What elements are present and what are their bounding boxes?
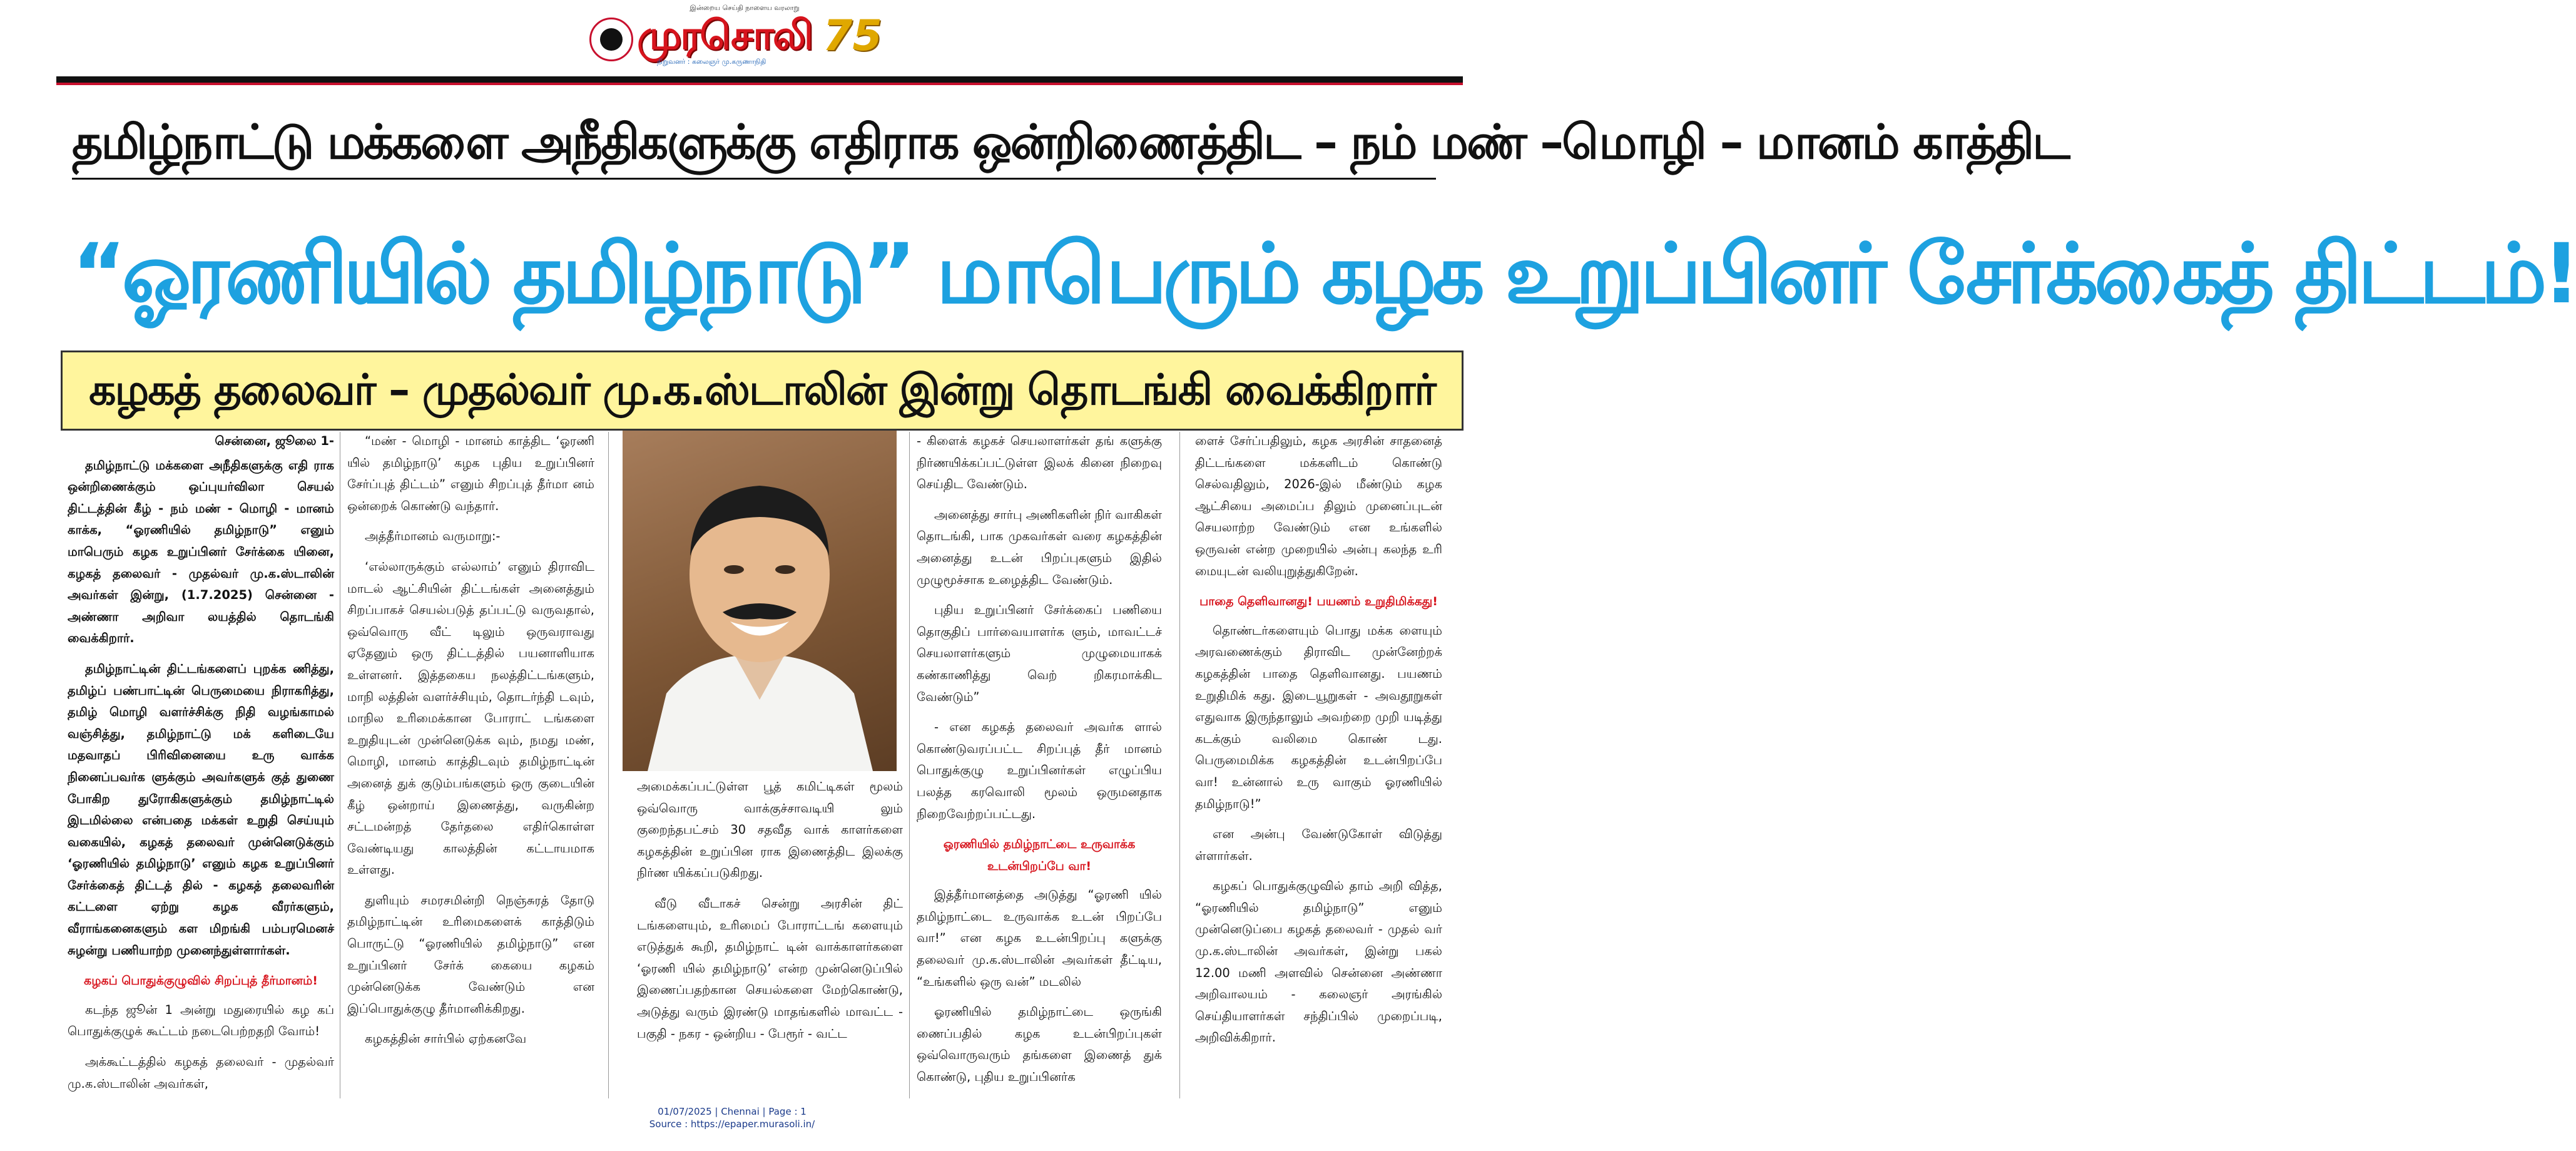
paragraph: கடந்த ஜூன் 1 அன்று மதுரையில் கழ கப் பொதுக்குழுக் கூட்டம் நடைபெற்றதறி வோம்!	[68, 1002, 334, 1039]
section-subheading: பாதை தெளிவானது! பயணம் உறுதிமிக்கது!	[1199, 595, 1438, 609]
masthead	[582, 4, 882, 66]
article-column-4	[917, 431, 1162, 1097]
portrait-illustration	[623, 431, 897, 771]
masthead-tagline: இன்றைய செய்தி நாளைய வரலாறு	[690, 4, 800, 12]
party-emblem-icon	[589, 18, 633, 61]
article-column-2	[347, 431, 594, 1059]
subhead: கழகத் தலைவர் – முதல்வர் மு.க.ஸ்டாலின் இன்று தொடங்கி வைக்கிறார்	[89, 366, 1435, 415]
paragraph: அத்தீர்மானம் வருமாறு:-	[365, 529, 501, 544]
article-column-3	[637, 776, 903, 1053]
article-column-1	[68, 431, 334, 1103]
edition-info: 01/07/2025 | Chennai | Page : 1	[658, 1106, 807, 1117]
paragraph: - கிளைக் கழகச் செயலாளர்கள் தங் களுக்கு நிர்ணயிக்கப்பட்டுள்ள இலக் கினை நிறைவு செய்திட வேண்டும்.	[917, 434, 1162, 492]
article-column-5	[1195, 431, 1442, 1058]
source-link[interactable]: Source : https://epaper.murasoli.in/	[649, 1118, 815, 1130]
newspaper-name: முரசொலி	[637, 13, 812, 59]
paragraph: “மண் - மொழி - மானம் காத்திட ‘ஓரணி யில் தமிழ்நாடு’ கழக புதிய உறுப்பினர் சேர்ப்புத் திட்டம்” எனும் சிறப்புத் தீர்மா னம் ஒன்றைக் கொண்டு வந்தார்.	[347, 434, 594, 513]
paragraph: வீடு வீடாகச் சென்று அரசின் திட் டங்களையும், உரிமைப் போராட்டங் களையும் எடுத்துக் கூறி, தமிழ்நாட் டின் வாக்காளர்களை ‘ஓரணி யில் தமிழ்நாடு’ என்ற முன்னெடுப்பில் இணைப்பதற்கான செயல்களை மேற்கொண்டு, அடுத்து வரும் இரண்டு மாதங்களில் மாவட்ட - பகுதி - நகர - ஒன்றிய - பேரூர் - வட்ட	[637, 896, 903, 1041]
column-divider	[608, 432, 609, 1098]
paragraph: - என கழகத் தலைவர் அவர்க ளால் கொண்டுவரப்பட்ட சிறப்புத் தீர் மானம் பொதுக்குழு உறுப்பினர்கள் எழுப்பிய பலத்த கரவொலி மூலம் ஒருமனதாக நிறைவேற்றப்பட்டது.	[917, 720, 1162, 821]
anniversary-badge: 75	[823, 11, 882, 61]
paragraph: அனைத்து சார்பு அணிகளின் நிர் வாகிகள் தொடங்கி, பாக முகவர்கள் வரை கழகத்தின் அனைத்து உடன் பிறப்புகளும் இதில் முழுமூச்சாக உழைத்திட வேண்டும்.	[917, 507, 1162, 587]
column-divider	[1179, 432, 1180, 1098]
paragraph: அக்கூட்டத்தில் கழகத் தலைவர் - முதல்வர் மு.க.ஸ்டாலின் அவர்கள்,	[68, 1055, 334, 1091]
paragraph: தமிழ்நாட்டு மக்களை அநீதிகளுக்கு எதி ராக ஒன்றிணைக்கும் ஒப்புயர்விலா செயல் திட்டத்தின் கீழ் - நம் மண் - மொழி - மானம் காக்க, “ஓரணியில் தமிழ்நாடு” எனும் மாபெரும் கழக உறுப்பினர் சேர்க்கை யினை, கழகத் தலைவர் - முதல்வர் மு.க.ஸ்டாலின் அவர்கள் இன்று, (1.7.2025) சென்னை - அண்ணா அறிவா லயத்தில் தொடங்கி வைக்கிறார்.	[68, 458, 334, 646]
kicker-underline	[72, 178, 1436, 180]
paragraph: இத்தீர்மானத்தை அடுத்து “ஓரணி யில் தமிழ்நாட்டை உருவாக்க உடன் பிறப்பே வா!” என கழக உடன்பிறப்பு களுக்கு தலைவர் மு.க.ஸ்டாலின் அவர்கள் தீட்டிய, “உங்களில் ஒரு வன்” மடலில்	[917, 888, 1162, 989]
paragraph: துளியும் சமரசமின்றி நெஞ்சுரத் தோடு தமிழ்நாட்டின் உரிமைகளைக் காத்திடும் பொருட்டு “ஓரணியில் தமிழ்நாடு” என உறுப்பினர் சேர்க் கையை கழகம் முன்னெடுக்க வேண்டும் என இப்பொதுக்குழு தீர்மானிக்கிறது.	[347, 893, 594, 1016]
masthead-subtitle: நிறுவனர் : கலைஞர் மு.கருணாநிதி	[657, 58, 766, 66]
paragraph: என அன்பு வேண்டுகோள் விடுத்து ள்ளார்கள்.	[1195, 827, 1442, 863]
kicker-headline: தமிழ்நாட்டு மக்களை அநீதிகளுக்கு எதிராக ஒன்றிணைத்திட – நம் மண் –மொழி – மானம் காத்திட	[72, 114, 2069, 170]
paragraph: அமைக்கப்பட்டுள்ள பூத் கமிட்டிகள் மூலம் ஒவ்வொரு வாக்குச்சாவடியி லும் குறைந்தபட்சம் 30 சதவீத வாக் காளர்களை கழகத்தின் உறுப்பின ராக இணைத்திட இலக்கு நிர்ண யிக்கப்படுகிறது.	[637, 779, 903, 881]
paragraph: ‘எல்லாருக்கும் எல்லாம்’ எனும் திராவிட மாடல் ஆட்சியின் திட்டங்கள் அனைத்தும் சிறப்பாகச் செயல்படுத் தப்பட்டு வருவதால், ஒவ்வொரு வீட் டிலும் ஒருவராவது ஏதேனும் ஒரு திட்டத்தில் பயனாளியாக உள்ளனர். இத்தகைய நலத்திட்டங்களும், மாநி லத்தின் வளர்ச்சியும், தொடர்ந்தி டவும், மாநில உரிமைக்கான போராட் டங்களை உறுதியுடன் முன்னெடுக்க வும், நமது மண், மொழி, மானம் காத்திடவும் தமிழ்நாட்டின் அனைத் துக் குடும்பங்களும் ஒரு குடையின் கீழ் ஒன்றாய் இணைத்து, வருகின்ற சட்டமன்றத் தேர்தலை எதிர்கொள்ள வேண்டியது காலத்தின் கட்டாயமாக உள்ளது.	[347, 559, 594, 877]
main-headline: “ஓரணியில் தமிழ்நாடு” மாபெரும் கழக உறுப்பினர் சேர்க்கைத் திட்டம்!	[72, 226, 2576, 322]
dateline: சென்னை, ஜூலை 1-	[215, 434, 334, 448]
paragraph: தமிழ்நாட்டின் திட்டங்களைப் புறக்க ணித்து, தமிழ்ப் பண்பாட்டின் பெருமையை நிராகரித்து, தமிழ் மொழி வளர்ச்சிக்கு நிதி வழங்காமல் வஞ்சித்து, தமிழ்நாட்டு மக் களிடையே மதவாதப் பிரிவினையை உரு வாக்க நினைப்பவர்க ளுக்கும் அவர்களுக் குத் துணை போகிற துரோகிகளுக்கும் தமிழ்நாட்டில் இடமில்லை என்பதை மக்கள் உறுதி செய்யும் வகையில், கழகத் தலைவர் முன்னெடுக்கும் ‘ஓரணியில் தமிழ்நாடு’ எனும் கழக உறுப்பினர் சேர்க்கைத் திட்டத் தில் - கழகத் தலைவரின் கட்டளை ஏற்று கழக வீரர்களும், வீராங்கனைகளும் கள மிறங்கி பம்பரமெனச் சுழன்று பணியாற்ற முனைந்துள்ளார்கள்.	[68, 661, 334, 958]
paragraph: ளைச் சேர்ப்பதிலும், கழக அரசின் சாதனைத் திட்டங்களை மக்களிடம் கொண்டு செல்வதிலும், 2026-இல் மீண்டும் கழக ஆட்சியை அமைப்ப திலும் முனைப்புடன் செயலாற்ற வேண்டும் என உங்களில் ஒருவன் என்ற முறையில் அன்பு கலந்த உரி மையுடன் வலியுறுத்துகிறேன்.	[1195, 434, 1442, 578]
column-divider	[909, 432, 910, 1098]
page-footer	[563, 1105, 901, 1130]
section-subheading: கழகப் பொதுக்குழுவில் சிறப்புத் தீர்மானம்!	[84, 974, 318, 988]
leader-portrait-photo	[623, 431, 897, 771]
paragraph: புதிய உறுப்பினர் சேர்க்கைப் பணியை தொகுதிப் பார்வையாளர்க ளும், மாவட்டச் செயலாளர்களும் முழுமையாகக் கண்காணித்து வெற் றிகரமாக்கிட வேண்டும்”	[917, 603, 1162, 704]
paragraph: கழகப் பொதுக்குழுவில் தாம் அறி வித்த, “ஓரணியில் தமிழ்நாடு” எனும் முன்னெடுப்பை கழகத் தலைவர் - முதல் வர் மு.க.ஸ்டாலின் அவர்கள், இன்று பகல் 12.00 மணி அளவில் சென்னை அண்ணா அறிவாலயம் - கலைஞர் அரங்கில் செய்தியாளர்கள் சந்திப்பில் முறைப்படி, அறிவிக்கிறார்.	[1195, 879, 1442, 1045]
section-subheading: ஓரணியில் தமிழ்நாட்டை உருவாக்க உடன்பிறப்பே வா!	[943, 837, 1136, 873]
masthead-rule	[56, 76, 1463, 85]
paragraph: ஓரணியில் தமிழ்நாட்டை ஒருங்கி ணைப்பதில் கழக உடன்பிறப்புகள் ஒவ்வொருவரும் தங்களை இணைத் துக் கொண்டு, புதிய உறுப்பினர்க	[917, 1005, 1162, 1085]
paragraph: கழகத்தின் சார்பில் ஏற்கனவே	[365, 1031, 527, 1046]
paragraph: தொண்டர்களையும் பொது மக்க ளையும் அரவணைக்கும் திராவிட முன்னேற்றக் கழகத்தின் பாதை தெளிவானது. பயணம் உறுதிமிக் கது. இடையூறுகள் - அவதூறுகள் எதுவாக இருந்தாலும் அவற்றை முறி யடித்து கடக்கும் வலிமை கொண் டது. பெருமைமிக்க கழகத்தின் உடன்பிறப்பே வா! உன்னால் உரு வாகும் ஓரணியில் தமிழ்நாடு!”	[1195, 623, 1442, 811]
